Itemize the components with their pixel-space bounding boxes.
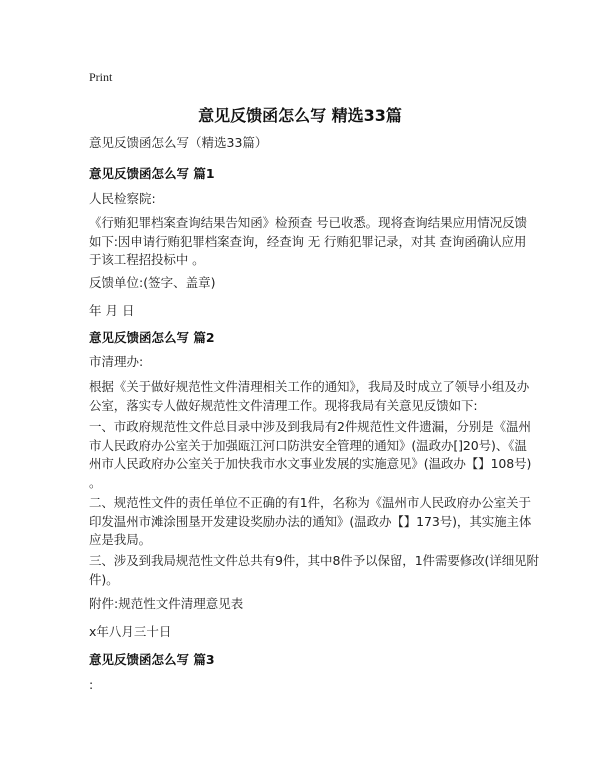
section-2-addressee: 市清理办:: [89, 354, 144, 369]
section-2-intro-line: 公室，落实专人做好规范性文件清理工作。现将我局有关意见反馈如下:: [89, 397, 478, 413]
section-1-body-line: 《行贿犯罪档案查询结果告知函》检预查 号已收悉。现将查询结果应用情况反馈: [89, 215, 527, 230]
section-2-item-1-line: 州市人民政府办公室关于加快我市水文事业发展的实施意见》(温政办【】108号): [89, 456, 532, 471]
document-title: 意见反馈函怎么写 精选33篇: [198, 106, 402, 125]
section-1-signature: 反馈单位:(签字、盖章): [89, 275, 216, 290]
section-2-heading: 意见反馈函怎么写 篇2: [89, 330, 215, 345]
section-1-body-line: 如下:因申请行贿犯罪档案查询，经查询 无 行贿犯罪记录，对其 查询函确认应用: [89, 233, 527, 249]
section-2-item-1: [89, 418, 532, 492]
section-2-item-1-line: 一、市政府规范性文件总目录中涉及到我局有2件规范性文件遗漏，分别是《温州: [89, 419, 531, 434]
section-2-item-3: [89, 552, 539, 589]
section-2-item-1-line: 市人民政府办公室关于加强瓯江河口防洪安全管理的通知》(温政办[]20号)、《温: [89, 437, 527, 453]
section-1-body: [89, 214, 525, 270]
section-2-intro-line: 根据《关于做好规范性文件清理相关工作的通知》，我局及时成立了领导小组及办: [89, 379, 530, 394]
section-3-first-line: :: [89, 677, 94, 692]
section-2-intro: [89, 378, 530, 415]
section-2-item-2-line: 印发温州市滩涂围垦开发建设奖励办法的通知》(温政办【】173号)，其实施主体: [89, 513, 532, 529]
print-label: Print: [89, 70, 113, 84]
section-1-body-line: 于该工程招投标中 。: [89, 252, 205, 267]
section-2-date: x年八月三十日: [89, 624, 172, 639]
section-2-item-2: [89, 494, 532, 550]
section-2-attachment: 附件:规范性文件清理意见表: [89, 596, 244, 611]
section-1-heading: 意见反馈函怎么写 篇1: [89, 166, 215, 181]
section-2-item-2-line: 二、规范性文件的责任单位不正确的有1件，名称为《温州市人民政府办公室关于: [89, 495, 531, 510]
section-3-heading: 意见反馈函怎么写 篇3: [89, 652, 215, 667]
section-2-item-2-line: 应是我局。: [89, 532, 152, 547]
section-1-date: 年 月 日: [89, 303, 135, 318]
document-subtitle: 意见反馈函怎么写（精选33篇）: [89, 135, 268, 150]
section-2-item-3-line: 三、涉及到我局规范性文件总共有9件，其中8件予以保留，1件需要修改(详细见附: [89, 553, 539, 568]
section-1-addressee: 人民检察院:: [89, 191, 156, 206]
section-2-item-1-line: 。: [89, 474, 102, 490]
section-2-item-3-line: 件)。: [89, 571, 119, 587]
